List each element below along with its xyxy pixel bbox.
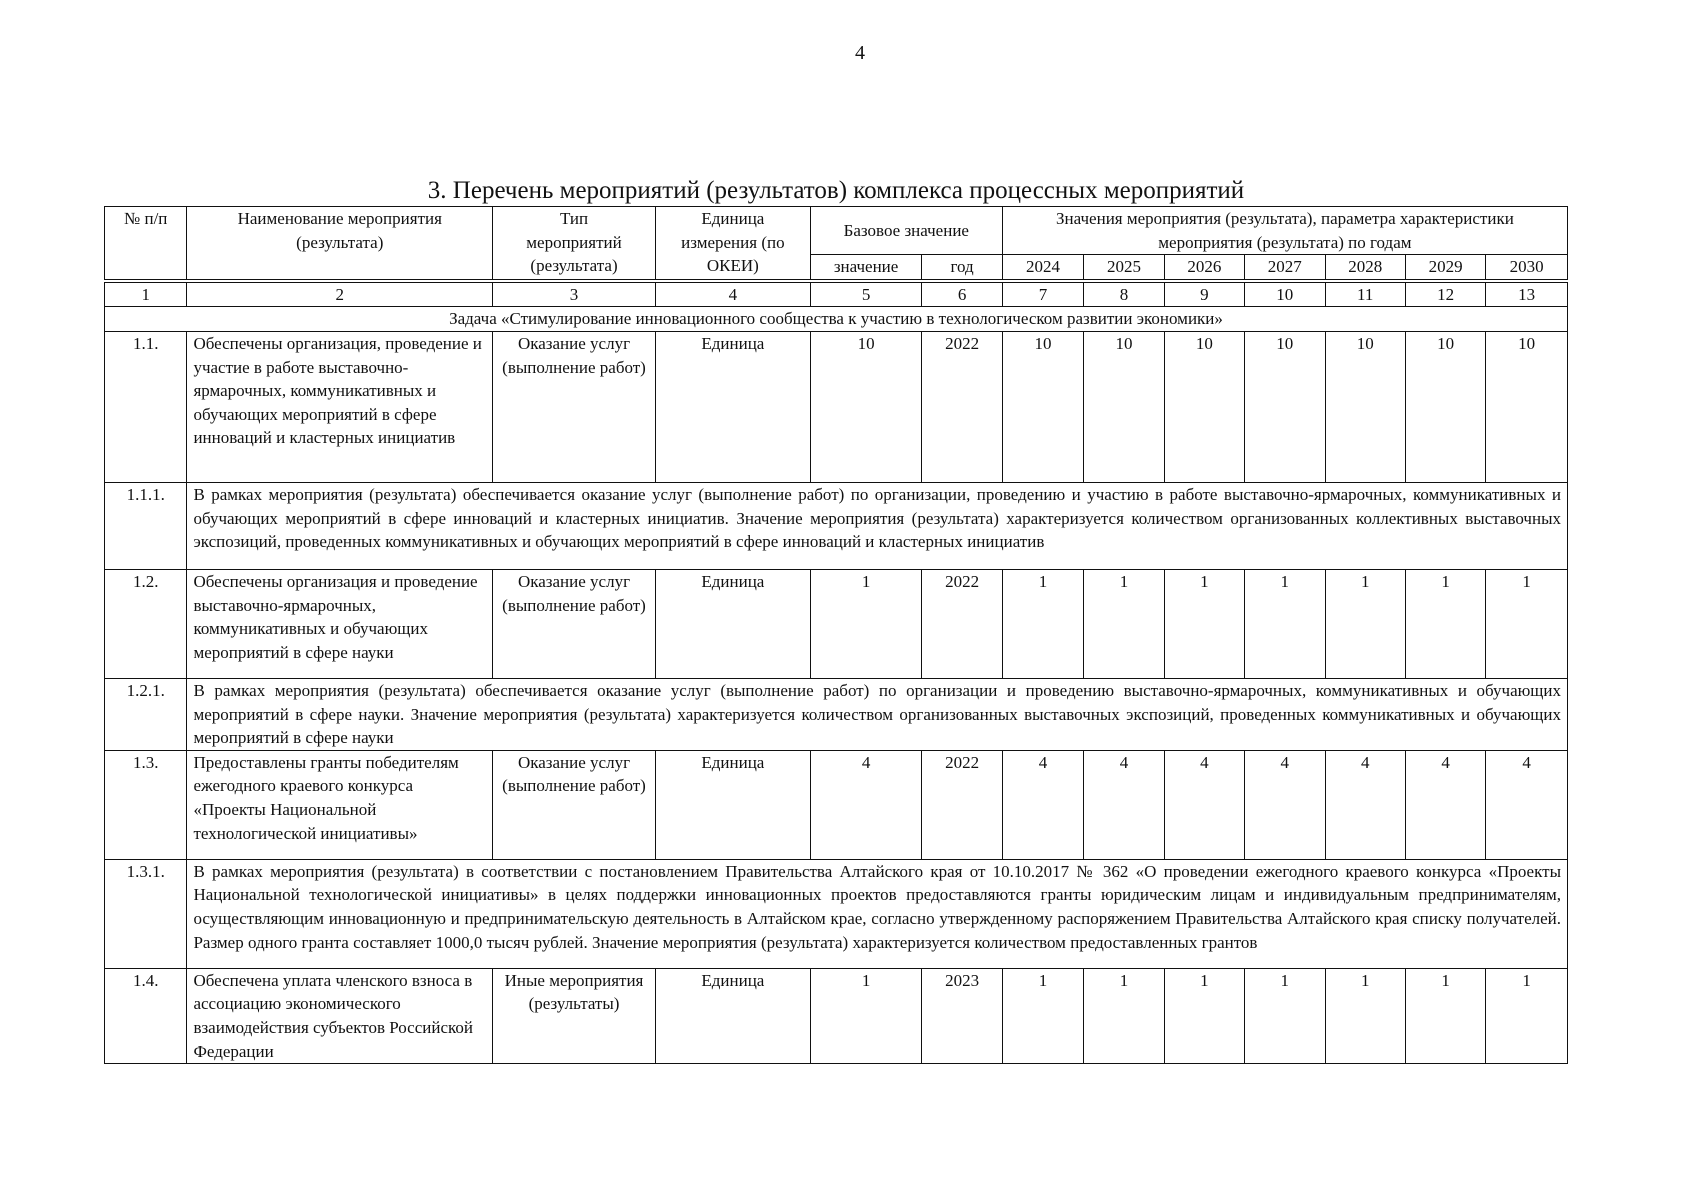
row-base-year: 2023 <box>922 968 1002 1063</box>
row-unit: Единица <box>655 569 810 678</box>
row-number: 1.3. <box>105 750 187 859</box>
header-year-2029: 2029 <box>1405 255 1485 280</box>
row-value-2028: 4 <box>1325 750 1405 859</box>
column-number: 8 <box>1084 282 1164 307</box>
row-base-value: 4 <box>810 750 922 859</box>
description-row <box>105 482 1568 569</box>
table-row <box>105 968 1568 1063</box>
column-number: 1 <box>105 282 187 307</box>
row-base-value: 1 <box>810 968 922 1063</box>
task-row <box>105 307 1568 332</box>
header-type: Тип мероприятий (результата) <box>493 207 656 280</box>
row-base-year: 2022 <box>922 331 1002 482</box>
column-number: 12 <box>1405 282 1485 307</box>
row-base-year: 2022 <box>922 750 1002 859</box>
row-value-2028: 1 <box>1325 968 1405 1063</box>
row-value-2028: 10 <box>1325 331 1405 482</box>
measures-table <box>104 206 1568 1064</box>
header-year-2028: 2028 <box>1325 255 1405 280</box>
row-value-2027: 1 <box>1245 569 1325 678</box>
row-value-2024: 1 <box>1002 968 1083 1063</box>
row-number: 1.2. <box>105 569 187 678</box>
row-number: 1.4. <box>105 968 187 1063</box>
column-numbers-row <box>105 282 1568 307</box>
row-value-2027: 4 <box>1245 750 1325 859</box>
task-title: Задача «Стимулирование инновационного сообщества к участию в технологическом развитии экономики» <box>105 307 1568 332</box>
description-number: 1.3.1. <box>105 859 187 968</box>
column-number: 4 <box>655 282 810 307</box>
row-name: Обеспечены организация, проведение и участие в работе выставочно-ярмарочных, коммуникативных и обучающих мероприятий в сфере инноваций и кластерных инициатив <box>187 331 493 482</box>
row-value-2025: 1 <box>1084 968 1164 1063</box>
row-value-2025: 1 <box>1084 569 1164 678</box>
section-title: 3. Перечень мероприятий (результатов) комплекса процессных мероприятий <box>427 177 1245 204</box>
header-year-2027: 2027 <box>1245 255 1325 280</box>
column-number: 9 <box>1164 282 1244 307</box>
row-value-2025: 4 <box>1084 750 1164 859</box>
column-number: 11 <box>1325 282 1405 307</box>
row-value-2026: 1 <box>1164 968 1244 1063</box>
description-text: В рамках мероприятия (результата) в соответствии с постановлением Правительства Алтайского края от 10.10.2017 № 362 «О проведении ежегодного краевого конкурса «Проекты Национальной технологической инициативы» в целях поддержки инновационных проектов предоставляются гранты юридическим лицам и индивидуальным предпринимателям, осуществляющим инновационную и предпринимательскую деятельность в Алтайском крае, согласно утвержденному распоряжением Правительства Алтайского края списку получателей. Размер одного гранта составляет 1000,0 тысяч рублей. Значение мероприятия (результата) характеризуется количеством предоставленных грантов <box>187 859 1568 968</box>
row-value-2026: 10 <box>1164 331 1244 482</box>
row-value-2029: 1 <box>1405 569 1485 678</box>
row-value-2030: 1 <box>1486 968 1568 1063</box>
row-type: Иные мероприятия (результаты) <box>493 968 656 1063</box>
header-name: Наименование мероприятия (результата) <box>187 207 493 280</box>
header-base-year: год <box>922 255 1002 280</box>
description-text: В рамках мероприятия (результата) обеспечивается оказание услуг (выполнение работ) по организации и проведению выставочно-ярмарочных, коммуникативных и обучающих мероприятий в сфере науки. Значение мероприятия (результата) характеризуется количеством организованных выставочных экспозиций, проведенных коммуникативных и обучающих мероприятий в сфере науки <box>187 678 1568 750</box>
header-year-2030: 2030 <box>1486 255 1568 280</box>
row-type: Оказание услуг (выполнение работ) <box>493 750 656 859</box>
description-text: В рамках мероприятия (результата) обеспечивается оказание услуг (выполнение работ) по организации, проведению и участию в работе выставочно-ярмарочных, коммуникативных и обучающих мероприятий в сфере инноваций и кластерных инициатив. Значение мероприятия (результата) характеризуется количеством организованных коллективных выставочных экспозиций, проведенных коммуникативных и обучающих мероприятий в сфере инноваций и кластерных инициатив <box>187 482 1568 569</box>
row-value-2025: 10 <box>1084 331 1164 482</box>
row-unit: Единица <box>655 968 810 1063</box>
column-number: 7 <box>1002 282 1083 307</box>
row-value-2024: 1 <box>1002 569 1083 678</box>
table-row <box>105 569 1568 678</box>
header-values: Значения мероприятия (результата), параметра характеристики мероприятия (результата) по годам <box>1002 207 1567 255</box>
description-row <box>105 678 1568 750</box>
row-value-2029: 4 <box>1405 750 1485 859</box>
column-number: 10 <box>1245 282 1325 307</box>
row-unit: Единица <box>655 331 810 482</box>
column-number: 3 <box>493 282 656 307</box>
header-year-2025: 2025 <box>1084 255 1164 280</box>
page-number: 4 <box>855 42 865 64</box>
description-number: 1.1.1. <box>105 482 187 569</box>
column-number: 6 <box>922 282 1002 307</box>
header-unit: Единица измерения (по ОКЕИ) <box>655 207 810 280</box>
column-number: 5 <box>810 282 922 307</box>
row-unit: Единица <box>655 750 810 859</box>
row-base-value: 10 <box>810 331 922 482</box>
description-number: 1.2.1. <box>105 678 187 750</box>
row-base-value: 1 <box>810 569 922 678</box>
row-value-2024: 4 <box>1002 750 1083 859</box>
header-row-1 <box>105 207 1568 255</box>
row-value-2030: 10 <box>1486 331 1568 482</box>
row-value-2027: 1 <box>1245 968 1325 1063</box>
row-base-year: 2022 <box>922 569 1002 678</box>
table-row <box>105 750 1568 859</box>
column-number: 2 <box>187 282 493 307</box>
row-type: Оказание услуг (выполнение работ) <box>493 331 656 482</box>
header-num: № п/п <box>105 207 187 280</box>
row-type: Оказание услуг (выполнение работ) <box>493 569 656 678</box>
row-value-2024: 10 <box>1002 331 1083 482</box>
row-number: 1.1. <box>105 331 187 482</box>
row-value-2030: 1 <box>1486 569 1568 678</box>
header-year-2024: 2024 <box>1002 255 1083 280</box>
row-value-2026: 1 <box>1164 569 1244 678</box>
row-name: Предоставлены гранты победителям ежегодного краевого конкурса «Проекты Национальной технологической инициативы» <box>187 750 493 859</box>
row-value-2029: 1 <box>1405 968 1485 1063</box>
column-number: 13 <box>1486 282 1568 307</box>
description-row <box>105 859 1568 968</box>
table-body <box>105 207 1568 1064</box>
row-value-2029: 10 <box>1405 331 1485 482</box>
row-name: Обеспечена уплата членского взноса в ассоциацию экономического взаимодействия субъектов Российской Федерации <box>187 968 493 1063</box>
row-value-2030: 4 <box>1486 750 1568 859</box>
header-base-value: значение <box>810 255 922 280</box>
header-base: Базовое значение <box>810 207 1002 255</box>
row-name: Обеспечены организация и проведение выставочно-ярмарочных, коммуникативных и обучающих мероприятий в сфере науки <box>187 569 493 678</box>
row-value-2028: 1 <box>1325 569 1405 678</box>
row-value-2027: 10 <box>1245 331 1325 482</box>
table-row <box>105 331 1568 482</box>
row-value-2026: 4 <box>1164 750 1244 859</box>
header-year-2026: 2026 <box>1164 255 1244 280</box>
